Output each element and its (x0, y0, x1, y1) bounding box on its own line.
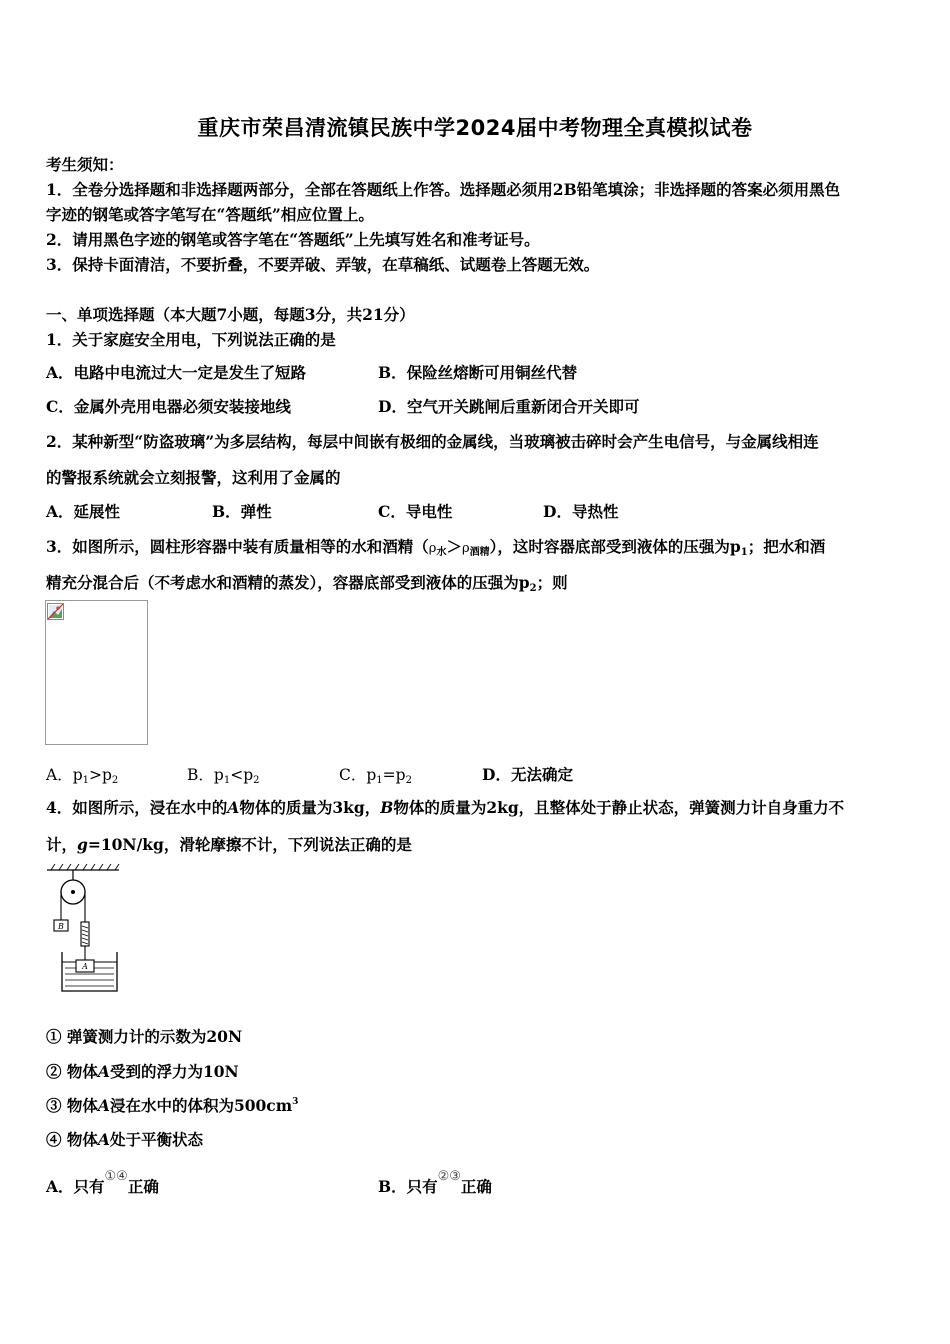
q3-figure-placeholder (45, 600, 148, 745)
q4-stem-line-1: 4．如图所示，浸在水中的A物体的质量为3kg，B物体的质量为2kg，且整体处于静止状态，弹簧测力计自身重力不 (46, 798, 845, 817)
q4-statement-2: ② 物体A受到的浮力为10N (46, 1062, 239, 1081)
q2-option-a: A．延展性 (46, 502, 121, 521)
q1-option-a: A．电路中电流过大一定是发生了短路 (46, 363, 307, 382)
q4-statement-4: ④ 物体A处于平衡状态 (46, 1130, 203, 1149)
q4-pulley-figure (45, 862, 125, 994)
q3-option-b: B．$p_1<p_2$ (187, 766, 260, 786)
q4-statement-1: ① 弹簧测力计的示数为20N (46, 1027, 243, 1046)
q2-stem-line-1: 2．某种新型“防盗玻璃”为多层结构，每层中间嵌有极细的金属线，当玻璃被击碎时会产生电信号，与金属线相连 (46, 432, 819, 451)
block-b-label: B (58, 922, 64, 931)
q3-stem-line-1: 3．如图所示，圆柱形容器中装有质量相等的水和酒精$(\rho_水>\rho_{酒精})$，这时容器底部受到液体的压强为$p_1$；把水和酒 (46, 537, 826, 558)
notice-item-2: 2．请用黑色字迹的钢笔或答字笔在“答题纸”上先填写姓名和准考证号。 (46, 230, 540, 249)
q3-option-a: A．$p_1>p_2$ (46, 766, 119, 786)
notice-heading: 考生须知： (46, 155, 124, 174)
notice-item-3: 3．保持卡面清洁，不要折叠，不要弄破、弄皱，在草稿纸、试题卷上答题无效。 (46, 255, 600, 274)
q1-option-b: B．保险丝熔断可用铜丝代替 (378, 363, 578, 382)
q1-option-d: D．空气开关跳闸后重新闭合开关即可 (378, 397, 640, 416)
block-a-label: A (82, 962, 88, 971)
broken-image-icon (47, 603, 64, 620)
notice-item-1-line-2: 字迹的钢笔或答字笔写在“答题纸”相应位置上。 (46, 205, 374, 224)
notice-item-1-line-1: 1．全卷分选择题和非选择题两部分，全部在答题纸上作答。选择题必须用2B铅笔填涂；非选择题的答案必须用黑色 (46, 180, 841, 199)
q1-stem: 1．关于家庭安全用电，下列说法正确的是 (46, 330, 336, 349)
q2-stem-line-2: 的警报系统就会立刻报警，这利用了金属的 (46, 468, 341, 487)
q3-stem-line-2: 精充分混合后（不考虑水和酒精的蒸发），容器底部受到液体的压强为$p_2$；则 (46, 573, 568, 594)
q3-option-c: C．$p_1=p_2$ (339, 766, 412, 786)
section-heading: 一、单项选择题（本大题7小题，每题3分，共21分） (46, 305, 415, 324)
q2-option-d: D．导热性 (543, 502, 619, 521)
q4-statement-3: ③ 物体A浸在水中的体积为$500cm^3$ (46, 1096, 299, 1115)
q3-option-d: D．无法确定 (482, 765, 573, 784)
page-title: 重庆市荣昌清流镇民族中学2024届中考物理全真模拟试卷 (197, 116, 753, 140)
q4-option-a: A．只有①④正确 (46, 1169, 159, 1196)
q1-option-c: C．金属外壳用电器必须安装接地线 (46, 397, 291, 416)
q2-option-c: C．导电性 (378, 502, 453, 521)
q2-option-b: B．弹性 (212, 502, 272, 521)
q4-stem-line-2: 计，g=10N/kg，滑轮摩擦不计，下列说法正确的是 (46, 835, 412, 854)
q4-option-b: B．只有②③正确 (378, 1169, 492, 1196)
